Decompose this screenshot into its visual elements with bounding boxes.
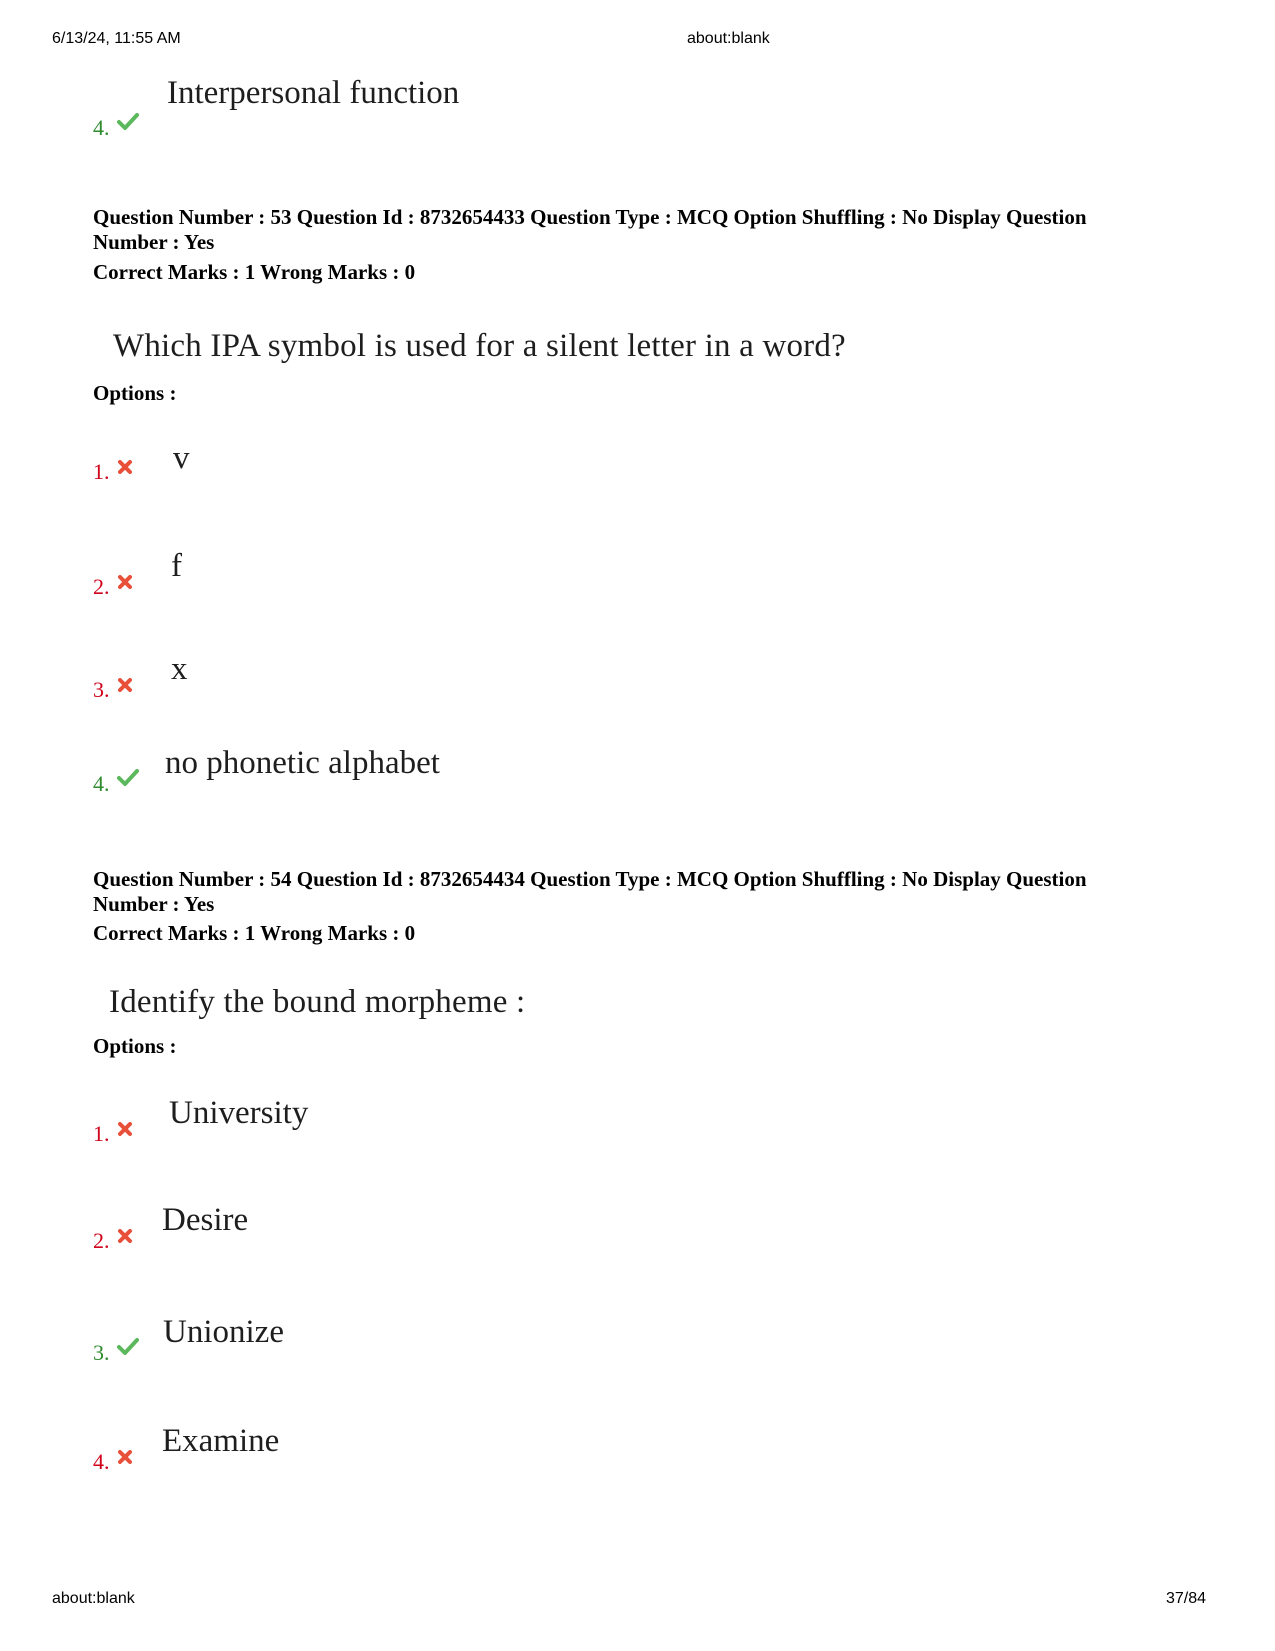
q54-meta-line2: Number : Yes (93, 892, 215, 916)
option-text: Unionize (163, 1314, 284, 1350)
option-number: 2. (93, 574, 110, 599)
option-text: Interpersonal function (167, 75, 460, 111)
option-number: 4. (93, 115, 110, 140)
cross-icon (118, 1450, 132, 1469)
check-icon (117, 1337, 139, 1360)
q54-marks: Correct Marks : 1 Wrong Marks : 0 (93, 921, 416, 945)
option-text: University (169, 1095, 309, 1131)
q54-meta (93, 867, 1203, 917)
option-text: f (171, 548, 182, 584)
cross-icon (118, 1229, 132, 1248)
q54-options-label: Options : (93, 1034, 177, 1058)
cross-icon (118, 460, 132, 479)
q53-marks: Correct Marks : 1 Wrong Marks : 0 (93, 260, 416, 284)
cross-icon (118, 575, 132, 594)
option-text: v (173, 440, 190, 476)
option-number: 3. (93, 1340, 110, 1365)
q53-options-label: Options : (93, 381, 177, 405)
q54-meta-line1: Question Number : 54 Question Id : 8732654434 Question Type : MCQ Option Shuffling : No Display Question (93, 867, 1087, 891)
option-number: 4. (93, 771, 110, 796)
print-header-url: about:blank (687, 30, 770, 47)
option-number: 3. (93, 677, 110, 702)
option-number: 1. (93, 459, 110, 484)
check-icon (117, 112, 139, 135)
page-number: 37/84 (1166, 1590, 1207, 1607)
option-text: x (171, 651, 188, 687)
print-footer-url: about:blank (52, 1590, 135, 1607)
check-icon (117, 768, 139, 791)
q53-meta (93, 205, 1203, 255)
q53-meta-line2: Number : Yes (93, 230, 215, 254)
cross-icon (118, 678, 132, 697)
q53-meta-line1: Question Number : 53 Question Id : 8732654433 Question Type : MCQ Option Shuffling : No Display Question (93, 205, 1087, 229)
option-number: 4. (93, 1449, 110, 1474)
cross-icon (118, 1122, 132, 1141)
option-number: 1. (93, 1121, 110, 1146)
q53-question-text: Which IPA symbol is used for a silent letter in a word? (113, 328, 846, 364)
option-text: Desire (162, 1202, 249, 1238)
option-text: Examine (162, 1423, 280, 1459)
option-text: no phonetic alphabet (165, 745, 440, 781)
option-number: 2. (93, 1228, 110, 1253)
q54-question-text: Identify the bound morpheme : (109, 984, 526, 1020)
print-datetime: 6/13/24, 11:55 AM (52, 30, 181, 47)
